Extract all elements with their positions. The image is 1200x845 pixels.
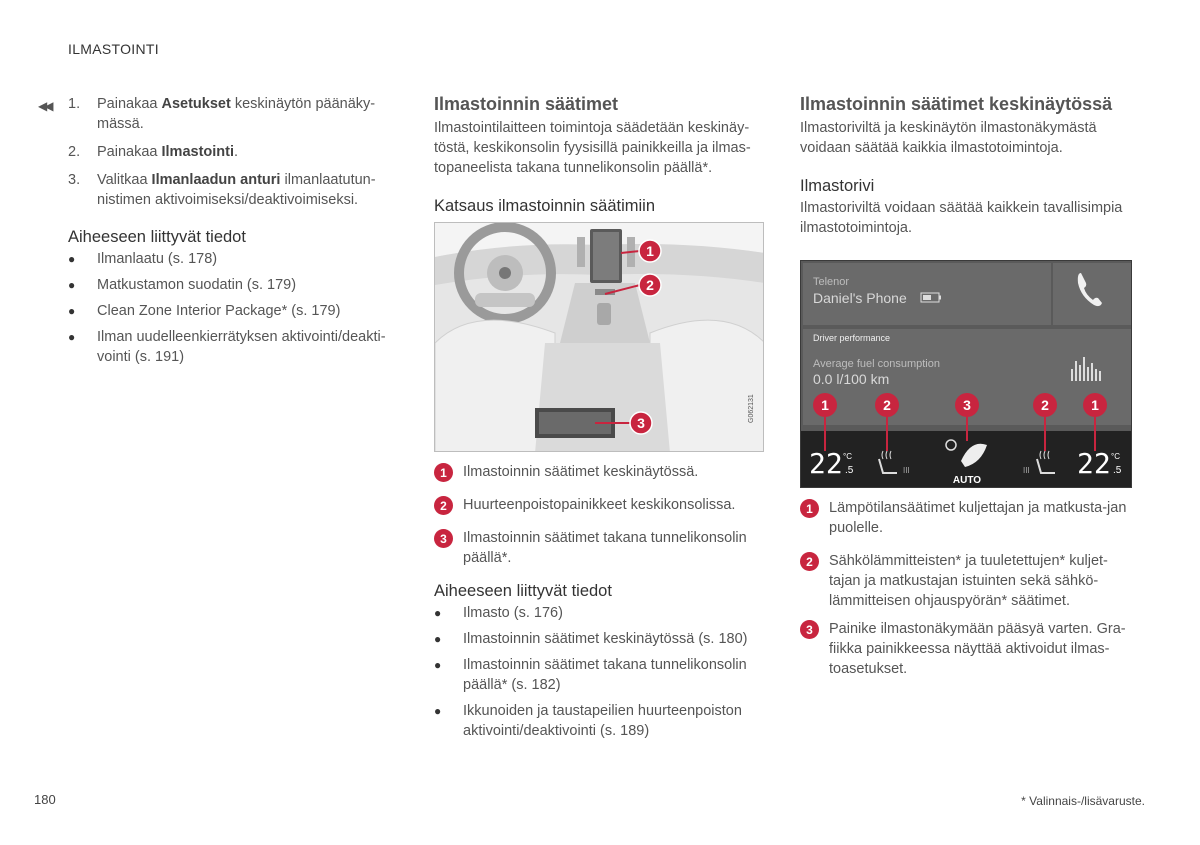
temp-left[interactable]: 22 xyxy=(809,447,843,480)
marker-3 xyxy=(955,393,979,417)
step-item xyxy=(68,94,398,134)
svg-text:1: 1 xyxy=(1091,397,1099,413)
step-item xyxy=(68,142,398,162)
related-link-text[interactable]: Ilman uudelleenkierrätyksen aktivointi/deakti-vointi (s. 191) xyxy=(97,329,386,365)
page-header: ILMASTOINTI xyxy=(68,41,159,57)
center-display-image xyxy=(801,261,1132,488)
bullet-icon xyxy=(68,327,97,367)
related-link-text[interactable]: Ilmastoinnin säätimet takana tunnelikonsolin päällä* (s. 182) xyxy=(463,657,747,693)
svg-text:3: 3 xyxy=(963,397,971,413)
callout-item xyxy=(434,462,764,482)
step-text-bold: Asetukset xyxy=(161,96,231,112)
column-right xyxy=(800,94,1136,692)
callout-list xyxy=(800,498,1136,679)
bullet-icon xyxy=(434,629,463,649)
callout-text: Huurteenpoistopainikkeet keskikonsolissa. xyxy=(463,497,736,513)
bullet-icon xyxy=(68,249,97,269)
related-link[interactable] xyxy=(68,301,398,321)
callout-text: Ilmastoinnin säätimet takana tunnelikonsolin päällä*. xyxy=(463,530,747,566)
number-3-icon: 3 xyxy=(434,529,453,548)
temp-right-unit: °C xyxy=(1111,452,1120,461)
svg-text:III: III xyxy=(903,466,910,475)
related-link[interactable] xyxy=(68,249,398,269)
related-link-text[interactable]: Matkustamon suodatin (s. 179) xyxy=(97,277,297,293)
related-link-text[interactable]: Ilmanlaatu (s. 178) xyxy=(97,251,218,267)
related-list xyxy=(434,603,764,741)
related-link-text[interactable]: Clean Zone Interior Package* (s. 179) xyxy=(97,303,341,319)
bullet-icon xyxy=(434,603,463,623)
footnote: * Valinnais-/lisävaruste. xyxy=(1021,794,1145,808)
temp-right-fraction: .5 xyxy=(1113,465,1122,476)
temp-left-unit: °C xyxy=(843,452,852,461)
temp-left-fraction: .5 xyxy=(845,465,854,476)
operator-label: Telenor xyxy=(813,276,850,288)
interior-illustration xyxy=(434,222,764,452)
step-text-post: keskinäytön päänäky-mässä. xyxy=(97,96,376,132)
step-text-pre: Valitkaa xyxy=(97,172,152,188)
step-text xyxy=(97,94,398,134)
number-2-icon: 2 xyxy=(434,496,453,515)
callout-text: Lämpötilansäätimet kuljettajan ja matkusta-jan puolelle. xyxy=(829,500,1127,536)
bullet-icon xyxy=(434,655,463,695)
step-number: 1. xyxy=(68,96,81,112)
related-link[interactable] xyxy=(434,701,764,741)
svg-text:2: 2 xyxy=(883,397,891,413)
step-number: 2. xyxy=(68,144,81,160)
section-title: Ilmastoinnin säätimet xyxy=(434,94,619,114)
step-item xyxy=(68,170,398,210)
step-text-bold: Ilmanlaadun anturi xyxy=(151,172,281,188)
section-title: Ilmastoinnin säätimet keskinäytössä xyxy=(800,94,1113,114)
callout-item xyxy=(800,551,1136,611)
number-1-icon: 1 xyxy=(434,463,453,482)
bullet-icon xyxy=(68,275,97,295)
related-title: Aiheeseen liittyvät tiedot xyxy=(434,582,612,600)
auto-label: AUTO xyxy=(952,475,982,486)
callout-text: Sähkölämmitteisten* ja tuuletettujen* kuljet-tajan ja matkustajan istuinten sekä sähkö-lämmitteisen ohjauspyörän* säätimet. xyxy=(829,553,1108,609)
number-2-icon: 2 xyxy=(800,552,819,571)
fuel-consumption-value: 0.0 l/100 km xyxy=(813,371,890,387)
related-list xyxy=(68,249,398,367)
step-number: 3. xyxy=(68,172,81,188)
page-number: 180 xyxy=(34,792,56,807)
center-display-illustration xyxy=(800,260,1132,488)
step-text-post: ilmanlaatutun-nistimen aktivoimiseksi/deaktivoimiseksi. xyxy=(97,172,376,208)
step-text-pre: Painakaa xyxy=(97,144,162,160)
section-intro: Ilmastoriviltä ja keskinäytön ilmastonäkymästä voidaan säätää kaikkia ilmastotoimintoja. xyxy=(800,120,1097,156)
callout-text: Ilmastoinnin säätimet keskinäytössä. xyxy=(463,464,699,480)
related-link-text[interactable]: Ilmastoinnin säätimet keskinäytössä (s. 180) xyxy=(463,631,748,647)
step-text-post: . xyxy=(234,144,239,160)
number-1-icon: 1 xyxy=(800,499,819,518)
bullet-icon xyxy=(434,701,463,741)
row-text: Ilmastoriviltä voidaan säätää kaikkein tavallisimpia ilmastotoimintoja. xyxy=(800,200,1123,236)
callout-item xyxy=(434,495,764,515)
column-middle xyxy=(434,94,764,747)
column-left xyxy=(38,94,398,373)
svg-text:III: III xyxy=(1023,466,1030,475)
marker-1 xyxy=(639,240,661,262)
fuel-consumption-label: Average fuel consumption xyxy=(813,358,940,370)
marker-1-left xyxy=(813,393,837,417)
number-3-icon: 3 xyxy=(800,620,819,639)
marker-3 xyxy=(630,412,652,434)
marker-1-right xyxy=(1083,393,1107,417)
related-link[interactable] xyxy=(434,603,764,623)
callout-list xyxy=(434,462,764,568)
svg-text:1: 1 xyxy=(821,397,829,413)
temp-right[interactable]: 22 xyxy=(1077,447,1111,480)
related-link[interactable] xyxy=(68,327,398,367)
double-left-arrow-icon[interactable]: ◀◀ xyxy=(38,99,51,113)
phone-name: Daniel's Phone xyxy=(813,290,907,306)
svg-text:3: 3 xyxy=(637,415,645,431)
marker-2-left xyxy=(875,393,899,417)
svg-text:2: 2 xyxy=(1041,397,1049,413)
bullet-icon xyxy=(68,301,97,321)
figure-code: G062131 xyxy=(748,394,755,423)
related-link-text[interactable]: Ikkunoiden ja taustapeilien huurteenpoiston aktivointi/deaktivointi (s. 189) xyxy=(463,703,742,739)
related-link-text[interactable]: Ilmasto (s. 176) xyxy=(463,605,563,621)
svg-text:2: 2 xyxy=(646,277,654,293)
related-link[interactable] xyxy=(434,629,764,649)
marker-2 xyxy=(639,274,661,296)
overview-title: Katsaus ilmastoinnin säätimiin xyxy=(434,197,656,215)
related-link[interactable] xyxy=(434,655,764,695)
callout-item xyxy=(800,498,1136,538)
callout-item xyxy=(800,619,1136,679)
step-text-bold: Ilmastointi xyxy=(161,144,235,160)
row-title: Ilmastorivi xyxy=(800,177,875,195)
step-text xyxy=(97,170,398,210)
steps-list xyxy=(68,94,398,210)
section-intro: Ilmastointilaitteen toimintoja säädetään keskinäy-töstä, keskikonsolin fyysisillä painikkeilla ja ilmas-topaneelista takana tunnelikonsolin päällä*. xyxy=(434,120,751,176)
step-text xyxy=(97,142,238,162)
svg-text:1: 1 xyxy=(646,243,654,259)
related-link[interactable] xyxy=(68,275,398,295)
related-section xyxy=(68,227,398,367)
callout-text: Painike ilmastonäkymään pääsyä varten. Gra-fiikka painikkeessa näyttää aktivoidut ilmas-toasetukset. xyxy=(829,621,1126,677)
driver-performance-label: Driver performance xyxy=(813,333,891,343)
step-text-pre: Painakaa xyxy=(97,96,162,112)
related-title: Aiheeseen liittyvät tiedot xyxy=(68,228,246,246)
marker-2-right xyxy=(1033,393,1057,417)
callout-item xyxy=(434,528,764,568)
car-interior-image xyxy=(435,223,764,452)
